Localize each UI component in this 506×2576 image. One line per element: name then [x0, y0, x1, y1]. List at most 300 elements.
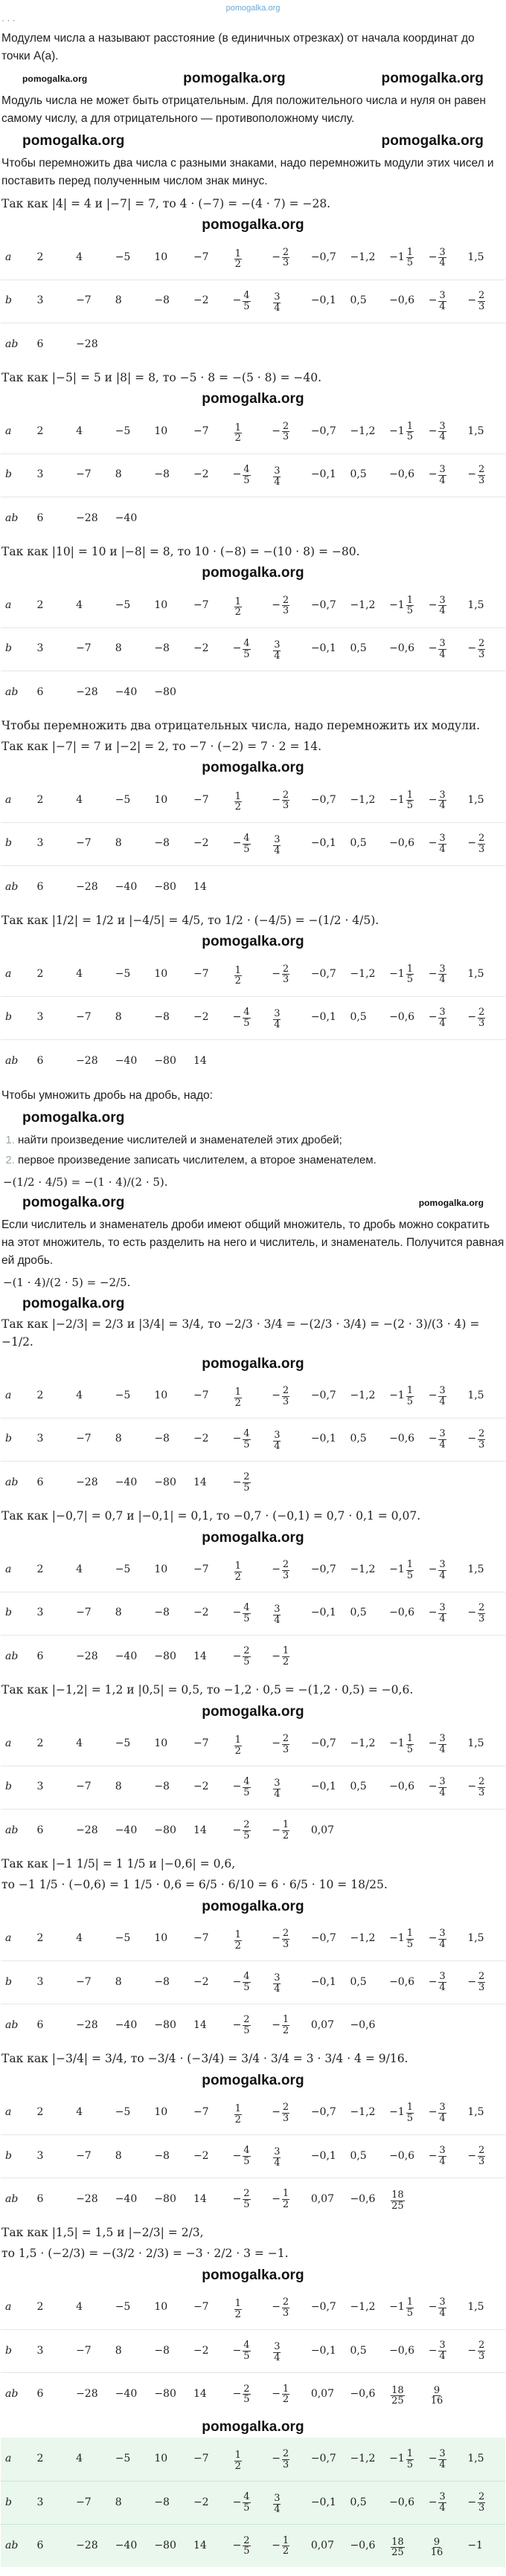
table-cell: $\frac{3}{4}$	[270, 2481, 310, 2524]
table-cell: −40	[114, 1635, 153, 1678]
table-cell: − $\frac{1}{2}$	[270, 1809, 310, 1852]
table-cell: −1,2	[350, 2301, 376, 2314]
table-row	[1, 497, 505, 540]
table-cell: − $\frac{3}{4}$	[428, 246, 446, 269]
row-label: a	[5, 1932, 12, 1945]
table-cell: 10	[154, 2106, 168, 2119]
table-cell: −28	[74, 1809, 114, 1852]
table-cell	[270, 1461, 310, 1504]
watermark-text: pomogalka.org	[22, 1110, 125, 1126]
table-cell: −0,6	[348, 2178, 388, 2221]
watermark-row	[0, 1702, 506, 1721]
table-cell: −28	[74, 1635, 114, 1678]
table-cell: 2	[36, 2301, 44, 2314]
table-cell: $\frac{18}{25}$	[388, 2178, 427, 2221]
table-cell	[388, 2004, 427, 2047]
table-cell: 4	[76, 2301, 83, 2314]
solution-step	[0, 1855, 506, 2047]
table-cell: −0,6	[388, 1592, 427, 1635]
table-cell: $\frac{3}{4}$	[270, 1960, 310, 2004]
reduce-paragraph: Если числитель и знаменатель дроби имеют общий множитель, то дробь можно сократить на этот множитель, то есть разделить на него и числитель, и знаменатель. Получится равная ей дробь.	[1, 1218, 505, 1267]
table-cell: 6	[35, 2372, 74, 2415]
table-cell: $\frac{9}{16}$	[427, 2524, 467, 2567]
step-equation: Так как |−1,2| = 1,2 и |0,5| = 0,5, то −1,2 · 0,5 = −(1,2 · 0,5) = −0,6.	[1, 1683, 414, 1697]
values-table	[1, 410, 505, 540]
table-cell: − $\frac{1}{2}$	[270, 1635, 310, 1678]
table-cell: 14	[192, 1809, 231, 1852]
table-cell: 2	[36, 2453, 44, 2465]
table-cell	[348, 1461, 388, 1504]
table-cell: −80	[153, 2178, 192, 2221]
table-cell: $\frac{1}{2}$	[234, 2102, 241, 2125]
watermark-text: pomogalka.org	[381, 133, 484, 149]
table-cell: −2	[192, 1592, 231, 1635]
table-cell: −5	[115, 968, 131, 981]
table-cell: −8	[153, 627, 192, 671]
table-cell: 2	[36, 1563, 44, 1576]
table-row	[1, 953, 505, 996]
table-cell	[466, 1039, 505, 1082]
table-cell: −2	[192, 1766, 231, 1809]
table-cell: 0,5	[348, 996, 388, 1039]
watermark-row	[0, 1897, 506, 1916]
watermark-text: pomogalka.org	[381, 71, 484, 87]
table-cell: 3	[35, 1418, 74, 1461]
table-cell: −1 $\frac{1}{5}$	[389, 246, 413, 269]
step-item: 1. найти произведение числителей и знаменателей этих дробей;	[18, 1132, 506, 1149]
table-cell	[231, 865, 271, 908]
table-cell	[427, 2004, 467, 2047]
table-cell: −2	[192, 2134, 231, 2178]
table-cell: 4	[76, 599, 83, 612]
table-cell: −0,7	[310, 1737, 336, 1750]
table-cell: − $\frac{2}{3}$	[466, 1418, 505, 1461]
row-label: b	[1, 453, 35, 497]
table-cell: −0,7	[310, 425, 336, 438]
table-row	[1, 779, 505, 822]
table-cell: − $\frac{3}{4}$	[428, 963, 446, 986]
table-cell: 0,07	[310, 2178, 349, 2221]
table-cell: − $\frac{2}{5}$	[231, 2004, 271, 2047]
table-row	[1, 2372, 505, 2415]
table-cell: $\frac{3}{4}$	[270, 822, 310, 865]
table-cell	[466, 2178, 505, 2221]
row-label: b	[1, 1592, 35, 1635]
table-cell: 0,5	[348, 822, 388, 865]
table-cell: −8	[153, 453, 192, 497]
watermark-text: pomogalka.org	[183, 71, 286, 87]
table-cell	[388, 671, 427, 714]
table-cell: − $\frac{2}{3}$	[466, 1960, 505, 2004]
table-cell: − $\frac{2}{3}$	[272, 246, 289, 269]
row-label: ab	[1, 2372, 35, 2415]
table-cell: −80	[153, 1461, 192, 1504]
table-cell: −5	[115, 1563, 131, 1576]
table-cell: 8	[114, 2481, 153, 2524]
table-row	[1, 2438, 505, 2481]
table-cell: 2	[36, 599, 44, 612]
watermark-row	[0, 1109, 506, 1127]
table-cell: −7	[74, 1592, 114, 1635]
table-cell	[466, 865, 505, 908]
table-cell: 0,07	[310, 1809, 349, 1852]
row-label: a	[5, 2301, 12, 2314]
table-cell: − $\frac{4}{5}$	[231, 453, 271, 497]
table-cell: −40	[114, 497, 153, 540]
table-cell: −8	[153, 2481, 192, 2524]
table-cell: 1,5	[467, 794, 484, 807]
table-cell: − $\frac{3}{4}$	[428, 2101, 446, 2124]
table-cell: −7	[74, 1766, 114, 1809]
table-row	[1, 2178, 505, 2221]
table-cell	[466, 2004, 505, 2047]
step-equation: Так как |−3/4| = 3/4, то −3/4 · (−3/4) = 3/4 · 3/4 = 3 · 3/4 · 4 = 9/16.	[1, 2052, 409, 2066]
row-label: b	[1, 280, 35, 323]
table-cell: 3	[35, 2134, 74, 2178]
table-cell: −1 $\frac{1}{5}$	[389, 420, 413, 443]
table-cell: −0,6	[388, 822, 427, 865]
table-cell: −28	[74, 2178, 114, 2221]
row-label: b	[1, 2481, 35, 2524]
table-cell: 2	[36, 968, 44, 981]
table-cell: $\frac{1}{2}$	[234, 2298, 241, 2320]
equation: −(1 · 4)/(2 · 5) = −2/5.	[3, 1276, 131, 1289]
table-cell: 8	[114, 453, 153, 497]
table-cell: −0,7	[310, 251, 336, 264]
table-cell: − $\frac{2}{3}$	[466, 2481, 505, 2524]
table-cell: − $\frac{4}{5}$	[231, 1960, 271, 2004]
table-cell: −0,1	[310, 1960, 349, 2004]
table-cell: 14	[192, 865, 231, 908]
table-cell: −7	[193, 1563, 209, 1576]
table-row	[1, 996, 505, 1039]
table-cell: 10	[154, 794, 168, 807]
table-row	[1, 584, 505, 627]
table-cell: − $\frac{3}{4}$	[427, 1960, 467, 2004]
table-cell: 14	[192, 1461, 231, 1504]
table-cell: −0,6	[388, 627, 427, 671]
table-cell: $\frac{3}{4}$	[270, 453, 310, 497]
table-cell: −7	[74, 1960, 114, 2004]
table-cell: − $\frac{2}{3}$	[466, 627, 505, 671]
watermark-text: pomogalka.org	[202, 1355, 304, 1372]
table-row	[1, 2329, 505, 2372]
row-label: a	[5, 2453, 12, 2465]
table-cell	[310, 323, 349, 366]
table-cell: −1,2	[350, 968, 376, 981]
watermark-text: pomogalka.org	[202, 1898, 304, 1914]
table-cell: −1 $\frac{1}{5}$	[389, 2101, 413, 2124]
table-cell	[192, 323, 231, 366]
table-cell: $\frac{1}{2}$	[234, 964, 241, 987]
table-row	[1, 453, 505, 497]
table-cell: −5	[115, 1932, 131, 1945]
table-cell: −0,1	[310, 1766, 349, 1809]
table-cell: −7	[193, 1389, 209, 1402]
fractions-intro: Чтобы умножить дробь на дробь, надо:	[1, 1089, 213, 1103]
watermark-text: pomogalka.org	[418, 1197, 484, 1208]
watermark-text: pomogalka.org	[202, 1703, 304, 1720]
row-label: b	[1, 2134, 35, 2178]
table-cell: 1,5	[467, 1932, 484, 1945]
table-cell: −1 $\frac{1}{5}$	[389, 1558, 413, 1581]
table-cell	[270, 323, 310, 366]
table-cell: 4	[76, 425, 83, 438]
table-cell	[192, 497, 231, 540]
table-cell: 0,5	[348, 2329, 388, 2372]
table-cell: − $\frac{2}{5}$	[231, 1809, 271, 1852]
row-label: a	[5, 2106, 12, 2119]
table-cell: − $\frac{2}{5}$	[231, 2524, 271, 2567]
table-cell: −5	[115, 2453, 131, 2465]
watermark-text: pomogalka.org	[22, 73, 88, 84]
watermark-row	[0, 2265, 506, 2285]
table-cell: −28	[74, 497, 114, 540]
table-cell: − $\frac{3}{4}$	[428, 1384, 446, 1407]
table-cell	[466, 1635, 505, 1678]
table-cell: 8	[114, 627, 153, 671]
table-cell: 10	[154, 425, 168, 438]
table-cell	[348, 497, 388, 540]
table-cell: −7	[193, 599, 209, 612]
table-cell: − $\frac{3}{4}$	[428, 594, 446, 617]
table-cell: −1 $\frac{1}{5}$	[389, 1927, 413, 1950]
table-cell	[388, 1039, 427, 1082]
watermark-row	[0, 1194, 506, 1212]
table-cell: − $\frac{2}{5}$	[231, 1635, 271, 1678]
table-cell: 0,5	[348, 1766, 388, 1809]
table-cell: 3	[35, 280, 74, 323]
table-cell: −0,1	[310, 627, 349, 671]
table-cell: 0,5	[348, 453, 388, 497]
table-cell	[231, 497, 271, 540]
table-cell: −1 $\frac{1}{5}$	[389, 1384, 413, 1407]
step-equation: Так как |1/2| = 1/2 и |−4/5| = 4/5, то 1/2 · (−4/5) = −(1/2 · 4/5).	[1, 914, 380, 928]
table-row	[1, 1723, 505, 1766]
table-row	[1, 410, 505, 453]
table-cell: − $\frac{2}{3}$	[466, 996, 505, 1039]
table-cell: −80	[153, 1809, 192, 1852]
table-cell: −1 $\frac{1}{5}$	[389, 963, 413, 986]
table-cell: −1,2	[350, 425, 376, 438]
table-cell: − $\frac{2}{3}$	[272, 1732, 289, 1755]
table-cell: $\frac{1}{2}$	[234, 1928, 241, 1952]
table-cell: − $\frac{4}{5}$	[231, 1418, 271, 1461]
row-label: ab	[1, 2004, 35, 2047]
watermark-text: pomogalka.org	[202, 217, 304, 233]
watermark-row	[0, 1528, 506, 1547]
table-cell: 10	[154, 1389, 168, 1402]
solution-step	[0, 911, 506, 1082]
table-cell: − $\frac{3}{4}$	[427, 1592, 467, 1635]
table-cell: −0,6	[348, 2524, 388, 2567]
table-cell: − $\frac{3}{4}$	[428, 2448, 446, 2470]
table-cell: − $\frac{3}{4}$	[428, 789, 446, 812]
answer-table	[1, 2438, 505, 2567]
table-cell: −1,2	[350, 1389, 376, 1402]
solution-step	[0, 717, 506, 908]
table-cell: −7	[193, 425, 209, 438]
table-cell: 3	[35, 1766, 74, 1809]
table-cell: − $\frac{3}{4}$	[428, 2296, 446, 2319]
table-row	[1, 2091, 505, 2134]
table-cell: − $\frac{4}{5}$	[231, 2134, 271, 2178]
row-label: ab	[1, 323, 35, 366]
table-cell: 14	[192, 1635, 231, 1678]
row-label: b	[1, 1766, 35, 1809]
table-cell	[388, 865, 427, 908]
table-cell: −40	[114, 2372, 153, 2415]
step-equation: Так как |1,5| = 1,5 и |−2/3| = 2/3,	[1, 2226, 204, 2240]
table-cell: − $\frac{2}{3}$	[466, 453, 505, 497]
table-cell	[466, 1809, 505, 1852]
table-row	[1, 865, 505, 908]
table-cell: −0,7	[310, 1389, 336, 1402]
table-cell: 10	[154, 968, 168, 981]
table-cell: −5	[115, 251, 131, 264]
table-cell: −0,1	[310, 2481, 349, 2524]
table-cell: − $\frac{3}{4}$	[427, 2481, 467, 2524]
watermark-row	[0, 390, 506, 409]
table-cell: −40	[114, 2004, 153, 2047]
table-row	[1, 280, 505, 323]
watermark-row	[0, 2417, 506, 2436]
table-cell: 10	[154, 2301, 168, 2314]
table-cell: −0,6	[388, 996, 427, 1039]
table-cell	[427, 1039, 467, 1082]
table-cell: 3	[35, 627, 74, 671]
row-label: ab	[1, 865, 35, 908]
table-cell: 0,07	[310, 2524, 349, 2567]
row-label: a	[5, 1737, 12, 1750]
table-cell: −40	[114, 1039, 153, 1082]
table-cell	[348, 1809, 388, 1852]
table-cell: 6	[35, 323, 74, 366]
table-cell: − $\frac{4}{5}$	[231, 996, 271, 1039]
table-cell: $\frac{1}{2}$	[234, 1386, 241, 1409]
table-cell: −5	[115, 794, 131, 807]
table-cell: 1,5	[467, 1563, 484, 1576]
table-row	[1, 1461, 505, 1504]
table-cell	[348, 865, 388, 908]
table-cell	[427, 671, 467, 714]
table-cell: 4	[76, 2106, 83, 2119]
row-label: b	[1, 2329, 35, 2372]
table-cell: 1,5	[467, 251, 484, 264]
table-cell	[348, 1039, 388, 1082]
table-cell: 0,5	[348, 1592, 388, 1635]
row-label: b	[1, 1960, 35, 2004]
site-brand[interactable]: pomogalka.org	[225, 4, 281, 13]
table-cell	[310, 497, 349, 540]
table-cell: −0,7	[310, 599, 336, 612]
intro-paragraph-2: Модуль числа не может быть отрицательным. Для положительного числа и нуля он равен самому числу, а для отрицательного — противоположному числу.	[1, 94, 486, 126]
table-cell: − $\frac{3}{4}$	[427, 2329, 467, 2372]
table-cell: −1,2	[350, 2453, 376, 2465]
table-cell: −1,2	[350, 2106, 376, 2119]
table-cell	[427, 323, 467, 366]
table-cell: −40	[114, 865, 153, 908]
table-row	[1, 2004, 505, 2047]
table-cell: 1,5	[467, 1389, 484, 1402]
table-cell: −0,7	[310, 2106, 336, 2119]
table-cell: $\frac{3}{4}$	[270, 996, 310, 1039]
table-row	[1, 1592, 505, 1635]
table-cell: −2	[192, 2481, 231, 2524]
watermark-row	[0, 70, 506, 88]
table-row	[1, 627, 505, 671]
watermark-text: pomogalka.org	[22, 1295, 125, 1311]
row-label: b	[1, 627, 35, 671]
table-cell: 10	[154, 1932, 168, 1945]
table-cell: 8	[114, 1418, 153, 1461]
watermark-row	[0, 1294, 506, 1312]
table-cell: −2	[192, 627, 231, 671]
table-cell: $\frac{3}{4}$	[270, 2134, 310, 2178]
table-cell	[310, 671, 349, 714]
table-cell: − $\frac{3}{4}$	[427, 822, 467, 865]
table-cell: 14	[192, 2004, 231, 2047]
row-label: ab	[1, 1635, 35, 1678]
table-cell	[388, 1461, 427, 1504]
table-cell: −0,6	[348, 2372, 388, 2415]
table-cell: $\frac{18}{25}$	[388, 2372, 427, 2415]
table-cell: −80	[153, 2524, 192, 2567]
table-cell	[310, 865, 349, 908]
table-cell: 2	[36, 1389, 44, 1402]
table-cell	[270, 671, 310, 714]
step-equation: Чтобы перемножить два отрицательных числа, надо перемножить их модули.	[1, 719, 481, 733]
table-cell: −1 $\frac{1}{5}$	[389, 1732, 413, 1755]
table-cell: −8	[153, 1418, 192, 1461]
table-cell: 6	[35, 2004, 74, 2047]
table-cell: 0,5	[348, 2134, 388, 2178]
row-label: a	[5, 968, 12, 981]
values-table	[1, 2091, 505, 2221]
table-cell: − $\frac{2}{3}$	[272, 2101, 289, 2124]
table-cell: 4	[76, 1389, 83, 1402]
values-table	[1, 1917, 505, 2047]
table-cell: − $\frac{2}{3}$	[466, 280, 505, 323]
table-cell: −7	[193, 2106, 209, 2119]
table-cell: −5	[115, 2106, 131, 2119]
table-cell: −8	[153, 280, 192, 323]
table-cell: − $\frac{3}{4}$	[428, 420, 446, 443]
table-cell: 1,5	[467, 599, 484, 612]
table-row	[1, 1375, 505, 1418]
table-cell: −7	[193, 968, 209, 981]
table-cell	[231, 323, 271, 366]
values-table	[1, 953, 505, 1082]
table-cell: 1,5	[467, 1737, 484, 1750]
table-cell	[388, 323, 427, 366]
table-cell: − $\frac{2}{3}$	[272, 963, 289, 986]
step-equation: Так как |−2/3| = 2/3 и |3/4| = 3/4, то −2/3 · 3/4 = −(2/3 · 3/4) = −(2 · 3)/(3 · 4) = −1/2.	[1, 1317, 480, 1349]
table-cell	[114, 323, 153, 366]
table-cell: −1 $\frac{1}{5}$	[389, 789, 413, 812]
table-cell: −28	[74, 2004, 114, 2047]
table-cell: − $\frac{3}{4}$	[427, 2134, 467, 2178]
step-equation: Так как |−0,7| = 0,7 и |−0,1| = 0,1, то −0,7 · (−0,1) = 0,7 · 0,1 = 0,07.	[1, 1509, 421, 1523]
table-cell: −8	[153, 1766, 192, 1809]
table-cell: −7	[193, 251, 209, 264]
table-cell: −40	[114, 671, 153, 714]
table-cell: −5	[115, 1737, 131, 1750]
table-cell: −7	[193, 2301, 209, 2314]
table-cell: 0,5	[348, 1418, 388, 1461]
table-cell	[466, 323, 505, 366]
table-row	[1, 1809, 505, 1852]
